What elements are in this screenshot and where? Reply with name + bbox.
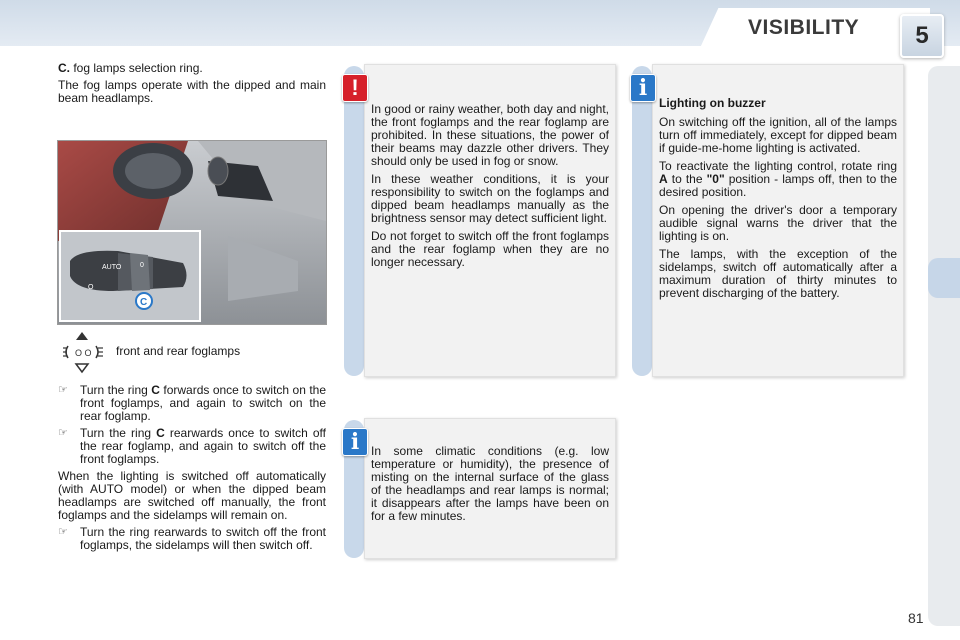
stalk-label-o: O [88, 284, 94, 291]
foglamp-icon-row [62, 330, 322, 374]
info-text: position - lamps off, then to the desired position. [659, 172, 897, 199]
warning-box [364, 64, 616, 377]
instructions-list [58, 384, 326, 556]
intro-line [58, 62, 326, 75]
ring-ref: A [659, 172, 668, 186]
pointing-hand-icon: ☞ [58, 427, 68, 439]
ring-ref: C [156, 426, 165, 440]
side-thumb-strip [928, 66, 960, 626]
instruction-text: Turn the ring [80, 383, 152, 397]
stalk-photo [57, 140, 327, 325]
stalk-illustration [58, 141, 326, 324]
warning-paragraph: In good or rainy weather, both day and night, the front foglamps and the rear foglamp are prohibited. In these situations, the power of their beams may dazzle other drivers. They should only be used in fog or snow. [371, 102, 609, 168]
info-rail [632, 66, 652, 376]
intro-label: C. [58, 61, 70, 75]
info-paragraph: In some climatic conditions (e.g. low temperature or humidity), the presence of misting on the internal surface of the glass of the headlamps and rear lamps is normal; it disappears after the lamps have been on for a few minutes. [371, 444, 609, 523]
info-paragraph [659, 160, 897, 199]
side-chapter-tab[interactable] [928, 258, 960, 298]
info-heading: Lighting on buzzer [659, 96, 766, 110]
stalk-label-zero: 0 [140, 262, 144, 269]
info-paragraph: On switching off the ignition, all of the lamps turn off immediately, except for dipped beam if guide-me-home lighting is activated. [659, 115, 897, 155]
page-title: VISIBILITY [748, 16, 860, 39]
svg-text:O O: O O [75, 348, 92, 358]
info-text: to the [667, 172, 707, 186]
position-ref: "0" [706, 172, 725, 186]
warning-rail [344, 66, 364, 376]
info-box-misting [364, 418, 616, 559]
warning-paragraph: Do not forget to switch off the front foglamps and the rear foglamp when they are no longer necessary. [371, 229, 609, 269]
info-paragraph: The lamps, with the exception of the sidelamps, switch off automatically after a maximum duration of thirty minutes to prevent discharging of the battery. [659, 247, 897, 300]
intro-paragraph: The fog lamps operate with the dipped and main beam headlamps. [58, 78, 326, 105]
info-box-lighting-buzzer [652, 64, 904, 377]
auto-note-paragraph: When the lighting is switched off automatically (with AUTO model) or when the dipped beam headlamps are switched off manually, the front foglamps and the sidelamps will remain on. [58, 469, 326, 522]
pointing-hand-icon: ☞ [58, 526, 68, 538]
warning-icon: ! [342, 74, 368, 102]
foglamp-caption: front and rear foglamps [116, 344, 241, 358]
instruction-item [58, 384, 326, 423]
callout-c-label: C [140, 297, 148, 308]
info-icon: i [630, 74, 656, 102]
instruction-text: Turn the ring rearwards to switch off the front foglamps, the sidelamps will then switch off. [80, 525, 326, 552]
instruction-text: forwards once to switch on the front foglamps, and again to switch on the rear foglamp. [80, 383, 326, 423]
instruction-text: rearwards once to switch off the rear foglamp, and again to switch off the front foglamps. [80, 426, 327, 466]
info-text: To reactivate the lighting control, rotate ring [659, 159, 897, 173]
instruction-text: Turn the ring [80, 426, 157, 440]
intro-section [58, 62, 326, 109]
stalk-label-auto: AUTO [102, 264, 122, 271]
info-paragraph: On opening the driver's door a temporary audible signal warns the driver that the lighting is on. [659, 203, 897, 243]
instruction-item [58, 526, 326, 552]
foglamp-icon [62, 330, 106, 374]
pointing-hand-icon: ☞ [58, 384, 68, 396]
chapter-badge: 5 [900, 14, 944, 58]
ring-ref: C [151, 383, 160, 397]
info-icon: i [342, 428, 368, 456]
page-number: 81 [908, 610, 924, 626]
intro-text: fog lamps selection ring. [70, 61, 203, 75]
warning-paragraph: In these weather conditions, it is your responsibility to switch on the foglamps and dipped beam headlamps manually as the brightness sensor may detect sufficient light. [371, 172, 609, 225]
instruction-item [58, 427, 326, 466]
